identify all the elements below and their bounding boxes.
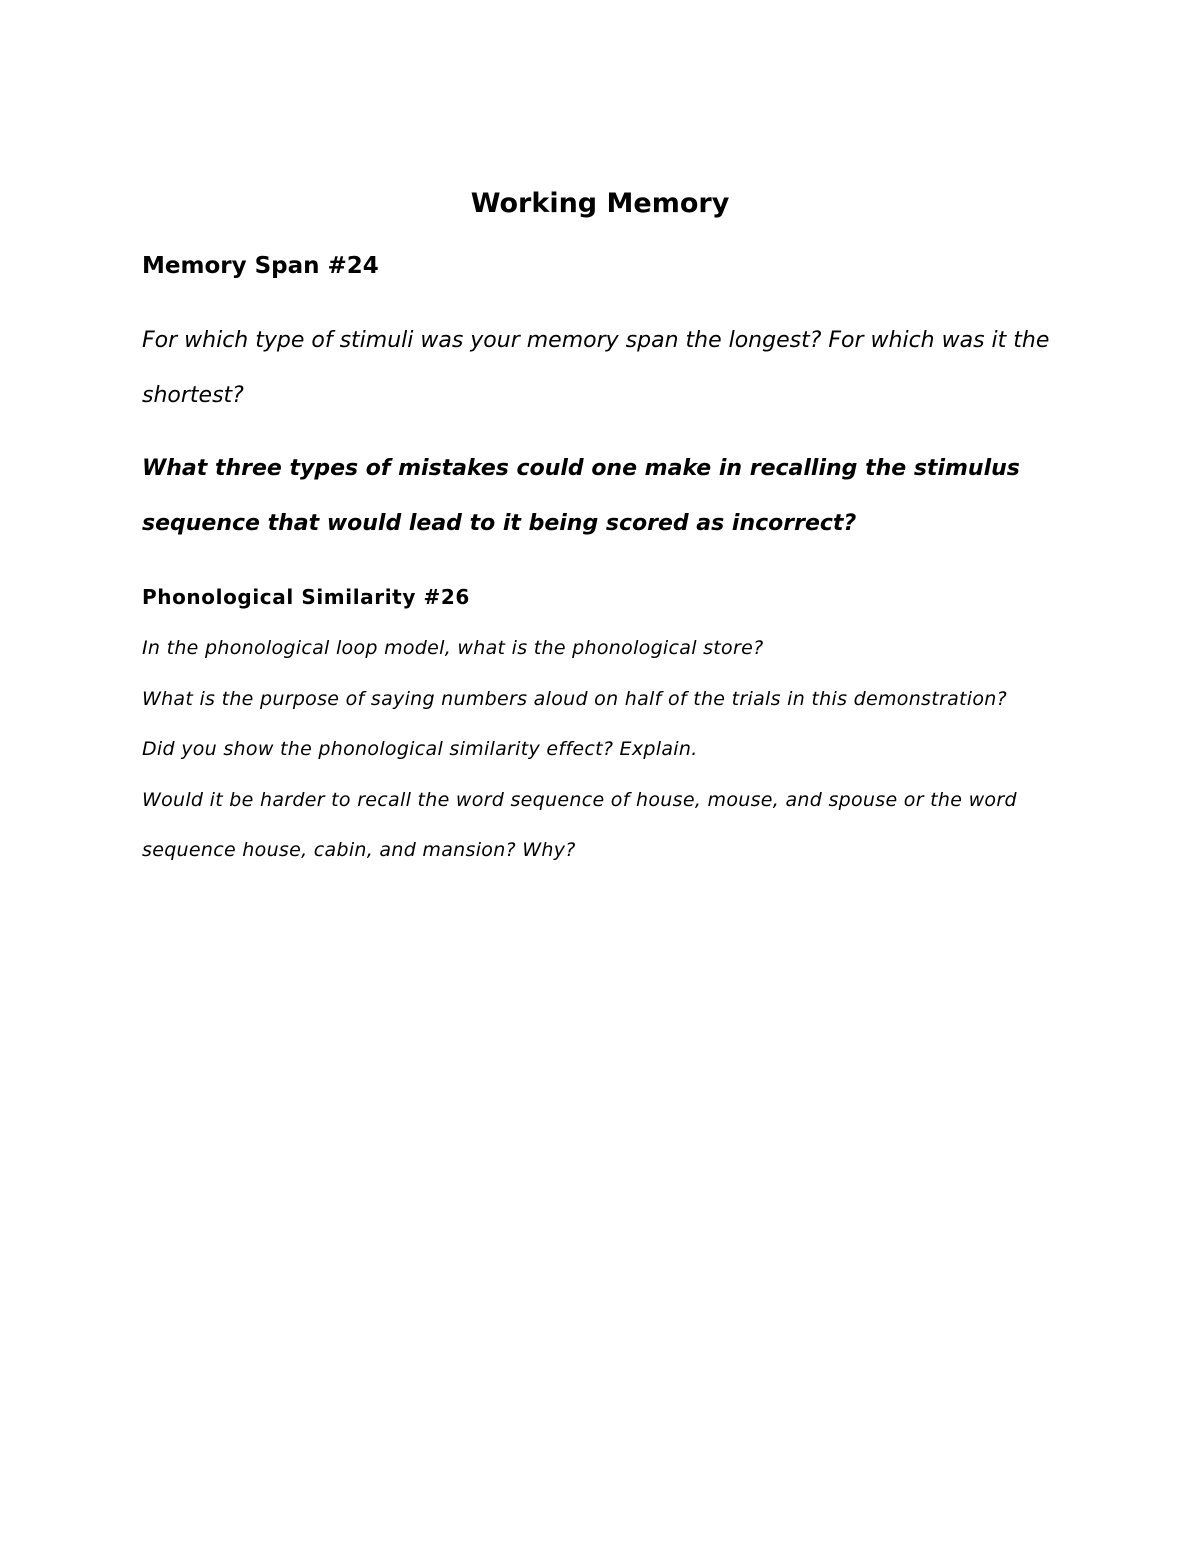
question-phonological-2: What is the purpose of saying numbers aloud on half of the trials in this demonstration? <box>142 687 1008 710</box>
page-title: Working Memory <box>470 188 730 219</box>
question-memory-span-2: What three types of mistakes could one make in recalling the stimulus sequence that would lead to it being scored as incorrect? <box>142 456 1020 536</box>
question-phonological-4: Would it be harder to recall the word sequence of house, mouse, and spouse or the word sequence house, cabin, and mansion? Why? <box>142 788 1017 861</box>
question-phonological-3: Did you show the phonological similarity effect? Explain. <box>142 738 698 760</box>
section-heading-phonological-similarity: Phonological Similarity #26 <box>142 585 470 609</box>
question-phonological-1: In the phonological loop model, what is the phonological store? <box>142 637 764 659</box>
section-heading-memory-span: Memory Span #24 <box>142 253 379 279</box>
question-list-phonological <box>142 623 1072 876</box>
question-memory-span-1: For which type of stimuli was your memory span the longest? For which was it the shortest? <box>142 328 1050 408</box>
